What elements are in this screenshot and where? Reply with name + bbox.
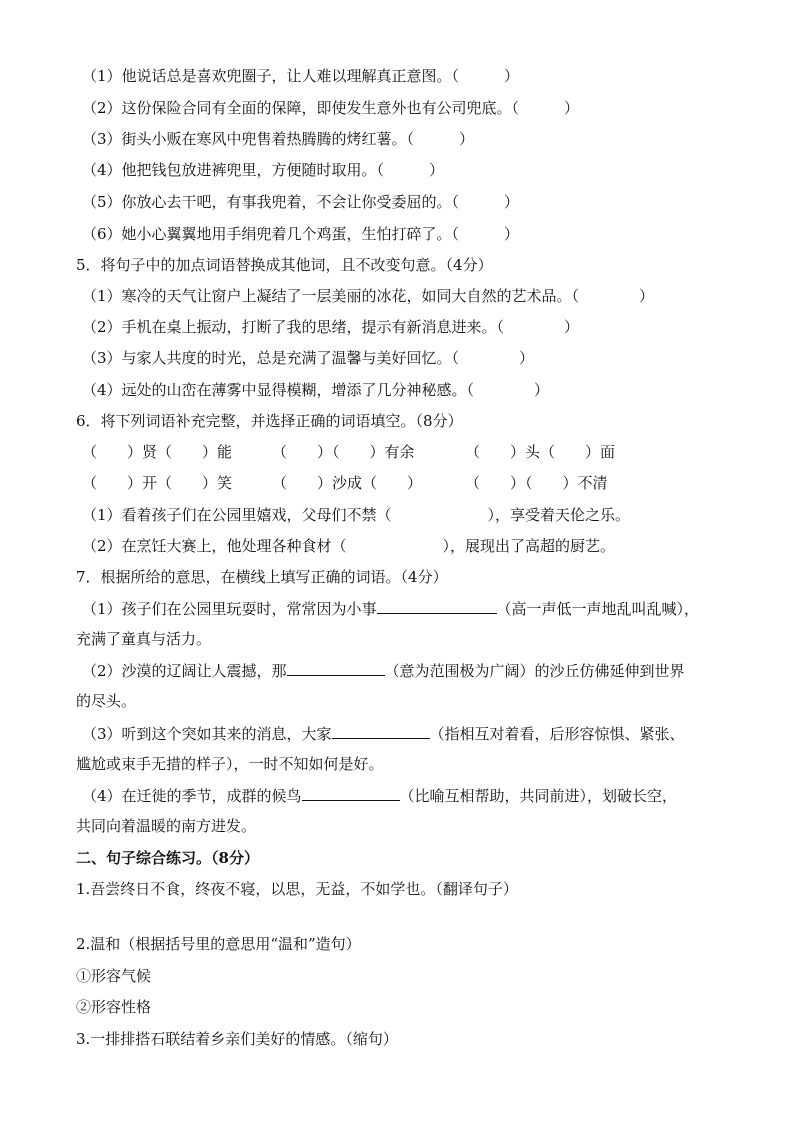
q5-item-1: （1）寒冷的天气让窗户上凝结了一层美丽的冰花，如同大自然的艺术品。（ ） bbox=[82, 287, 655, 305]
q4-item-6: （6）她小心翼翼地用手绢兜着几个鸡蛋，生怕打碎了。（ ） bbox=[82, 225, 520, 243]
q6-word-2: （ ）（ ）有余 bbox=[272, 443, 415, 461]
q6-word-4: （ ）开（ ）笑 bbox=[82, 474, 233, 492]
q7-item-2: （2）沙漠的辽阔让人震撼，那 （意为范围极为广阔）的沙丘仿佛延伸到世界 bbox=[82, 662, 685, 680]
q6-sentence-1: （1）看着孩子们在公园里嬉戏，父母们不禁（ ），享受着天伦之乐。 bbox=[82, 506, 631, 524]
q5-item-3: （3）与家人共度的时光，总是充满了温馨与美好回忆。（ ） bbox=[82, 349, 535, 367]
q7-blank-2[interactable] bbox=[287, 660, 385, 676]
q5-title: 5．将句子中的加点词语替换成其他词，且不改变句意。（4分） bbox=[76, 256, 493, 274]
q6-word-3: （ ）头（ ）面 bbox=[465, 443, 616, 461]
q4-item-2: （2）这份保险合同有全面的保障，即使发生意外也有公司兜底。（ ） bbox=[82, 99, 580, 117]
s2-question-2-b: ②形容性格 bbox=[76, 998, 152, 1016]
q7-blank-4[interactable] bbox=[302, 785, 400, 801]
q6-sentence-2: （2）在烹饪大赛上，他处理各种食材（ ），展现出了高超的厨艺。 bbox=[82, 537, 616, 555]
q4-item-1: （1）他说话总是喜欢兜圈子，让人难以理解真正意图。（ ） bbox=[82, 67, 520, 85]
section-2-title: 二、句子综合练习。（8分） bbox=[76, 849, 259, 867]
q7-blank-1[interactable] bbox=[377, 598, 497, 614]
s2-question-1: 1.吾尝终日不食，终夜不寝，以思，无益，不如学也。（翻译句子） bbox=[76, 880, 518, 898]
q6-title: 6．将下列词语补充完整，并选择正确的词语填空。（8分） bbox=[76, 412, 463, 430]
s2-question-2-a: ①形容气候 bbox=[76, 967, 152, 985]
q7-item-1-cont: 充满了童真与活力。 bbox=[76, 630, 212, 648]
q7-item-3-cont: 尴尬或束手无措的样子），一时不知如何是好。 bbox=[76, 755, 384, 773]
q7-item-1: （1）孩子们在公园里玩耍时，常常因为小事 （高一声低一声地乱叫乱喊）， bbox=[82, 600, 700, 618]
q4-item-4: （4）他把钱包放进裤兜里，方便随时取用。（ ） bbox=[82, 161, 445, 179]
q4-item-3: （3）街头小贩在寒风中兜售着热腾腾的烤红薯。（ ） bbox=[82, 130, 475, 148]
q7-item-4: （4）在迁徙的季节，成群的候鸟 （比喻互相帮助，共同前进），划破长空， bbox=[82, 787, 678, 805]
q5-item-2: （2）手机在桌上振动，打断了我的思绪，提示有新消息进来。（ ） bbox=[82, 318, 580, 336]
q6-word-5: （ ）沙成（ ） bbox=[272, 474, 423, 492]
q7-item-4-cont: 共同向着温暖的南方进发。 bbox=[76, 817, 257, 835]
q4-item-5: （5）你放心去干吧，有事我兜着，不会让你受委屈的。（ ） bbox=[82, 193, 520, 211]
q7-item-2-cont: 的尽头。 bbox=[76, 692, 137, 710]
q6-word-1: （ ）贤（ ）能 bbox=[82, 443, 233, 461]
q5-item-4: （4）远处的山峦在薄雾中显得模糊，增添了几分神秘感。（ ） bbox=[82, 381, 550, 399]
s2-question-2: 2.温和（根据括号里的意思用“温和”造句） bbox=[76, 935, 361, 953]
q7-title: 7．根据所给的意思，在横线上填写正确的词语。（4分） bbox=[76, 568, 448, 586]
s2-question-3: 3.一排排搭石联结着乡亲们美好的情感。（缩句） bbox=[76, 1030, 398, 1048]
q7-item-3: （3）听到这个突如其来的消息，大家 （指相互对着看，后形容惊惧、紧张、 bbox=[82, 725, 685, 743]
q7-blank-3[interactable] bbox=[332, 723, 430, 739]
q6-word-6: （ ）（ ）不清 bbox=[465, 474, 608, 492]
